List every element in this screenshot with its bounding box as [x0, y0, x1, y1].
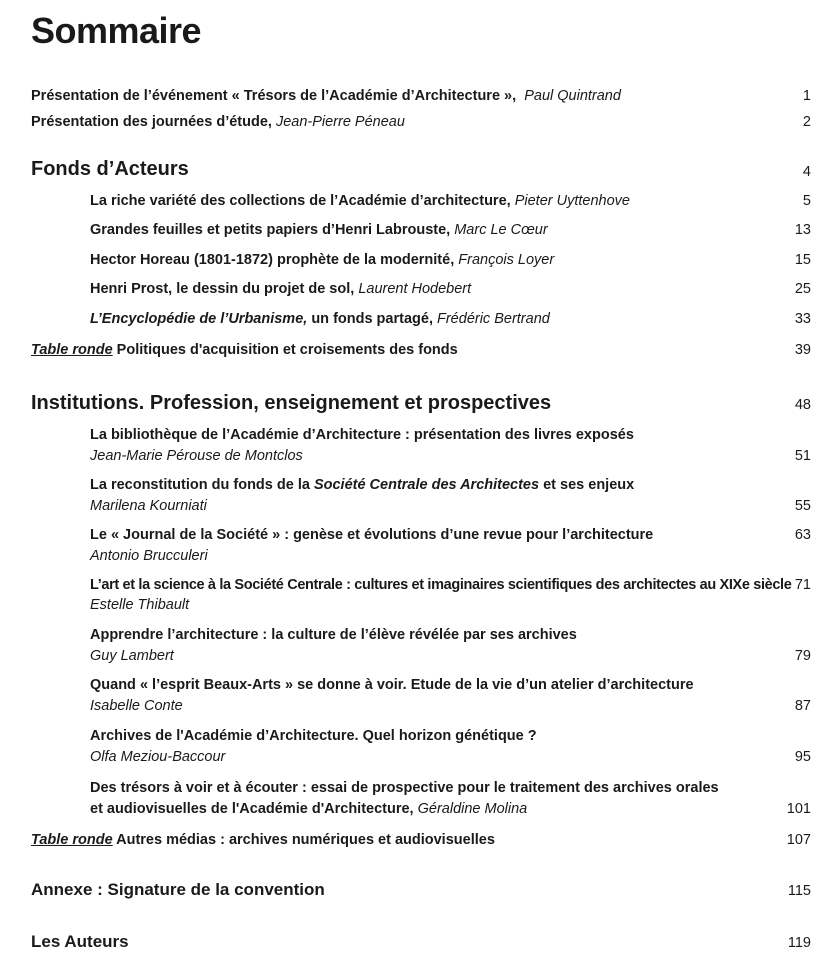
entry-author: Jean-Marie Pérouse de Montclos — [90, 448, 303, 464]
entry-title: un fonds partagé, — [307, 311, 433, 327]
entry-page: 55 — [794, 498, 811, 514]
entry-author: Guy Lambert — [90, 648, 174, 664]
entry-page: 51 — [794, 448, 811, 464]
section-page: 48 — [794, 397, 811, 413]
section-title: Annexe : Signature de la convention — [31, 880, 325, 899]
entry-page: 1 — [802, 88, 811, 104]
entry-author: Estelle Thibault — [90, 597, 190, 613]
entry-title: Archives de l'Académie d’Architecture. Quel horizon génétique ? — [90, 728, 537, 744]
entry-author: Olfa Meziou-Baccour — [90, 749, 226, 765]
entry-title: Politiques d'acquisition et croisements des fonds — [112, 342, 458, 358]
entry-page: 79 — [794, 648, 811, 664]
entry-title: Présentation des journées d’étude, — [31, 114, 272, 130]
section-title: Les Auteurs — [31, 932, 129, 951]
entry-author: Pieter Uyttenhove — [514, 193, 630, 209]
entry-title-italic: Société Centrale des Architectes — [313, 477, 540, 493]
roundtable-label: Table ronde — [31, 342, 113, 358]
entry-author: Laurent Hodebert — [358, 281, 472, 297]
entry-title: Le « Journal de la Société » : genèse et évolutions d’une revue pour l’architecture — [90, 527, 654, 543]
roundtable-label: Table ronde — [31, 832, 113, 848]
entry-page: 13 — [794, 222, 811, 238]
page-title: Sommaire — [31, 10, 202, 51]
section-page: 4 — [802, 164, 811, 180]
entry-title: Henri Prost, le dessin du projet de sol, — [90, 281, 355, 297]
entry-author: Marc Le Cœur — [454, 222, 548, 238]
entry-title: Apprendre l’architecture : la culture de l’élève révélée par ses archives — [90, 627, 577, 643]
section-title: Fonds d’Acteurs — [31, 158, 189, 180]
entry-title-line2: et audiovisuelles de l'Académie d'Architecture, — [90, 801, 414, 817]
entry-title: Quand « l’esprit Beaux-Arts » se donne à voir. Etude de la vie d’un atelier d’architecture — [90, 677, 694, 693]
section-title: Institutions. Profession, enseignement et prospectives — [31, 392, 552, 414]
entry-title: L’art et la science à la Société Centrale : cultures et imaginaires scientifiques des architectes au XIXe siècle — [90, 577, 792, 593]
entry-page: 95 — [794, 749, 811, 765]
entry-page: 107 — [786, 832, 811, 848]
entry-author: Marilena Kourniati — [90, 498, 207, 514]
entry-title: Hector Horeau (1801-1872) prophète de la modernité, — [90, 252, 455, 268]
entry-author: Géraldine Molina — [417, 801, 528, 817]
entry-author: François Loyer — [458, 252, 555, 268]
section-page: 119 — [787, 935, 811, 951]
entry-page: 71 — [794, 577, 811, 593]
entry-author: Paul Quintrand — [524, 88, 621, 104]
entry-title: Autres médias : archives numériques et audiovisuelles — [112, 832, 495, 848]
entry-title: La bibliothèque de l’Académie d’Architecture : présentation des livres exposés — [90, 427, 634, 443]
entry-page: 33 — [794, 311, 811, 327]
entry-page: 25 — [794, 281, 811, 297]
entry-page: 39 — [794, 342, 811, 358]
entry-page: 2 — [802, 114, 811, 130]
entry-author: Isabelle Conte — [90, 698, 183, 714]
entry-title-part: et ses enjeux — [539, 477, 635, 493]
entry-page: 87 — [794, 698, 811, 714]
entry-title-part: La reconstitution du fonds de la — [90, 477, 314, 493]
entry-page: 63 — [794, 527, 811, 543]
entry-title: Grandes feuilles et petits papiers d’Henri Labrouste, — [90, 222, 451, 238]
entry-title: La riche variété des collections de l’Académie d’architecture, — [90, 193, 511, 209]
entry-title-italic: L’Encyclopédie de l’Urbanisme, — [90, 311, 308, 327]
entry-page: 15 — [794, 252, 811, 268]
entry-page: 5 — [802, 193, 811, 209]
entry-author: Antonio Brucculeri — [90, 548, 208, 564]
entry-title: Des trésors à voir et à écouter : essai de prospective pour le traitement des archives orales — [90, 780, 719, 796]
entry-author: Frédéric Bertrand — [437, 311, 550, 327]
section-page: 115 — [787, 883, 811, 899]
entry-title: Présentation de l’événement « Trésors de l’Académie d’Architecture », — [31, 88, 517, 104]
entry-author: Jean-Pierre Péneau — [275, 114, 405, 130]
entry-page: 101 — [786, 801, 811, 817]
